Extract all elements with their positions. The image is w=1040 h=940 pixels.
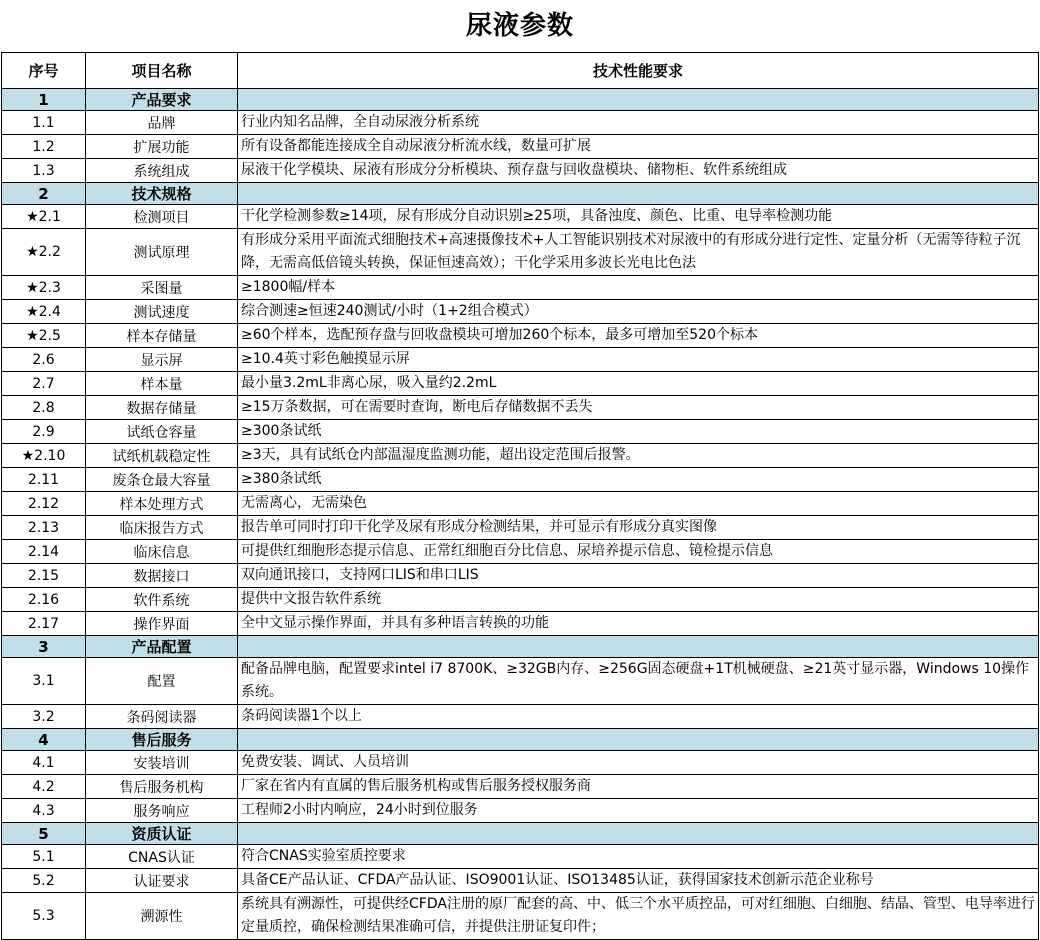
cell-name: 试纸机载稳定性 — [86, 444, 238, 468]
cell-name: 废条仓最大容量 — [86, 468, 238, 492]
cell-name: 采图量 — [86, 276, 238, 300]
cell-req: 条码阅读器1个以上 — [238, 705, 1039, 729]
table-row — [2, 564, 1039, 588]
table-row — [2, 775, 1039, 799]
cell-name: 服务响应 — [86, 799, 238, 823]
cell-num: 1.3 — [2, 159, 86, 183]
cell-name: 产品要求 — [86, 89, 238, 111]
cell-req — [238, 89, 1039, 111]
cell-num: 2.13 — [2, 516, 86, 540]
cell-name: 显示屏 — [86, 348, 238, 372]
cell-name: 样本存储量 — [86, 324, 238, 348]
cell-req: 全中文显示操作界面，并具有多种语言转换的功能 — [238, 612, 1039, 636]
table-row — [2, 111, 1039, 135]
cell-name: 认证要求 — [86, 869, 238, 893]
cell-num: 2.7 — [2, 372, 86, 396]
cell-num: 2.11 — [2, 468, 86, 492]
cell-req: ≥10.4英寸彩色触摸显示屏 — [238, 348, 1039, 372]
cell-num: ★2.5 — [2, 324, 86, 348]
cell-name: 测试速度 — [86, 300, 238, 324]
table-row — [2, 276, 1039, 300]
cell-name: 临床报告方式 — [86, 516, 238, 540]
cell-num: 3.1 — [2, 658, 86, 705]
cell-req: 可提供红细胞形态提示信息、正常红细胞百分比信息、尿培养提示信息、镜检提示信息 — [238, 540, 1039, 564]
cell-num: 4.2 — [2, 775, 86, 799]
table-row — [2, 159, 1039, 183]
cell-name: 溯源性 — [86, 893, 238, 940]
table-row — [2, 751, 1039, 775]
cell-name: 数据接口 — [86, 564, 238, 588]
cell-req: 提供中文报告软件系统 — [238, 588, 1039, 612]
cell-req: ≥60个样本，选配预存盘与回收盘模块可增加260个标本，最多可增加至520个标本 — [238, 324, 1039, 348]
section-row — [2, 823, 1039, 845]
cell-name: 资质认证 — [86, 823, 238, 845]
cell-name: 测试原理 — [86, 229, 238, 276]
table-row — [2, 869, 1039, 893]
cell-req: 免费安装、调试、人员培训 — [238, 751, 1039, 775]
table-row — [2, 845, 1039, 869]
table-header-row — [2, 53, 1039, 89]
cell-req: 配备品牌电脑，配置要求intel i7 8700K、≥32GB内存、≥256G固态硬盘+1T机械硬盘、≥21英寸显示器，Windows 10操作系统。 — [238, 658, 1039, 705]
table-row — [2, 540, 1039, 564]
table-row — [2, 348, 1039, 372]
table-row — [2, 444, 1039, 468]
cell-num: ★2.10 — [2, 444, 86, 468]
cell-name: 扩展功能 — [86, 135, 238, 159]
table-row — [2, 324, 1039, 348]
cell-req — [238, 183, 1039, 205]
cell-req — [238, 729, 1039, 751]
cell-req: 行业内知名品牌，全自动尿液分析系统 — [238, 111, 1039, 135]
cell-num: 1.2 — [2, 135, 86, 159]
cell-req: 所有设备都能连接成全自动尿液分析流水线，数量可扩展 — [238, 135, 1039, 159]
table-row — [2, 893, 1039, 940]
cell-num: 3 — [2, 636, 86, 658]
cell-name: 软件系统 — [86, 588, 238, 612]
table-body — [2, 89, 1039, 940]
cell-name: 样本量 — [86, 372, 238, 396]
section-row — [2, 89, 1039, 111]
cell-name: 试纸仓容量 — [86, 420, 238, 444]
cell-req: ≥300条试纸 — [238, 420, 1039, 444]
cell-req — [238, 636, 1039, 658]
cell-num: 1 — [2, 89, 86, 111]
table-row — [2, 516, 1039, 540]
section-row — [2, 636, 1039, 658]
cell-name: CNAS认证 — [86, 845, 238, 869]
cell-req: 有形成分采用平面流式细胞技术+高速摄像技术+人工智能识别技术对尿液中的有形成分进行定性、定量分析（无需等待粒子沉降，无需高低倍镜头转换，保证恒速高效）；干化学采用多波长光电比色法 — [238, 229, 1039, 276]
table-row — [2, 396, 1039, 420]
cell-req: 无需离心，无需染色 — [238, 492, 1039, 516]
table-row — [2, 468, 1039, 492]
table-row — [2, 658, 1039, 705]
cell-num: 2.16 — [2, 588, 86, 612]
cell-num: 2.17 — [2, 612, 86, 636]
table-row — [2, 372, 1039, 396]
cell-req: ≥15万条数据，可在需要时查询，断电后存储数据不丢失 — [238, 396, 1039, 420]
cell-name: 售后服务机构 — [86, 775, 238, 799]
header-req: 技术性能要求 — [238, 53, 1039, 89]
cell-num: ★2.2 — [2, 229, 86, 276]
cell-num: 5 — [2, 823, 86, 845]
cell-num: 5.3 — [2, 893, 86, 940]
table-row — [2, 229, 1039, 276]
cell-num: 2.12 — [2, 492, 86, 516]
cell-req — [238, 823, 1039, 845]
cell-req: ≥3天，具有试纸仓内部温湿度监测功能，超出设定范围后报警。 — [238, 444, 1039, 468]
cell-num: 2.9 — [2, 420, 86, 444]
cell-name: 配置 — [86, 658, 238, 705]
cell-num: 4 — [2, 729, 86, 751]
table-row — [2, 612, 1039, 636]
cell-name: 样本处理方式 — [86, 492, 238, 516]
table-row — [2, 135, 1039, 159]
header-name: 项目名称 — [86, 53, 238, 89]
cell-req: 系统具有溯源性，可提供经CFDA注册的原厂配套的高、中、低三个水平质控品，可对红细胞、白细胞、结晶、管型、电导率进行定量质控，确保检测结果准确可信，并提供注册证复印件； — [238, 893, 1039, 940]
cell-num: ★2.3 — [2, 276, 86, 300]
cell-num: 1.1 — [2, 111, 86, 135]
cell-name: 售后服务 — [86, 729, 238, 751]
section-row — [2, 183, 1039, 205]
cell-req: 报告单可同时打印干化学及尿有形成分检测结果，并可显示有形成分真实图像 — [238, 516, 1039, 540]
section-row — [2, 729, 1039, 751]
cell-req: ≥1800幅/样本 — [238, 276, 1039, 300]
cell-name: 安装培训 — [86, 751, 238, 775]
cell-req: 尿液干化学模块、尿液有形成分分析模块、预存盘与回收盘模块、储物柜、软件系统组成 — [238, 159, 1039, 183]
cell-req: 工程师2小时内响应，24小时到位服务 — [238, 799, 1039, 823]
cell-num: 2.14 — [2, 540, 86, 564]
cell-num: 4.1 — [2, 751, 86, 775]
cell-req: 综合测速≥恒速240测试/小时（1+2组合模式） — [238, 300, 1039, 324]
cell-name: 数据存储量 — [86, 396, 238, 420]
cell-name: 临床信息 — [86, 540, 238, 564]
cell-num: 2.15 — [2, 564, 86, 588]
table-row — [2, 492, 1039, 516]
table-row — [2, 799, 1039, 823]
table-row — [2, 300, 1039, 324]
cell-req: ≥380条试纸 — [238, 468, 1039, 492]
cell-req: 符合CNAS实验室质控要求 — [238, 845, 1039, 869]
cell-num: 5.1 — [2, 845, 86, 869]
cell-req: 厂家在省内有直属的售后服务机构或售后服务授权服务商 — [238, 775, 1039, 799]
cell-name: 条码阅读器 — [86, 705, 238, 729]
table-row — [2, 205, 1039, 229]
cell-name: 品牌 — [86, 111, 238, 135]
cell-name: 技术规格 — [86, 183, 238, 205]
cell-name: 系统组成 — [86, 159, 238, 183]
cell-req: 干化学检测参数≥14项，尿有形成分自动识别≥25项，具备浊度、颜色、比重、电导率检测功能 — [238, 205, 1039, 229]
cell-name: 操作界面 — [86, 612, 238, 636]
table-row — [2, 588, 1039, 612]
cell-num: 2.8 — [2, 396, 86, 420]
cell-name: 产品配置 — [86, 636, 238, 658]
cell-num: ★2.4 — [2, 300, 86, 324]
cell-num: 4.3 — [2, 799, 86, 823]
cell-num: 3.2 — [2, 705, 86, 729]
cell-req: 双向通讯接口，支持网口LIS和串口LIS — [238, 564, 1039, 588]
cell-num: 2.6 — [2, 348, 86, 372]
page-title: 尿液参数 — [465, 11, 574, 41]
cell-name: 检测项目 — [86, 205, 238, 229]
table-row — [2, 420, 1039, 444]
cell-req: 具备CE产品认证、CFDA产品认证、ISO9001认证、ISO13485认证，获得国家技术创新示范企业称号 — [238, 869, 1039, 893]
header-num: 序号 — [2, 53, 86, 89]
cell-num: 2 — [2, 183, 86, 205]
cell-num: 5.2 — [2, 869, 86, 893]
cell-req: 最小量3.2mL非离心尿，吸入量约2.2mL — [238, 372, 1039, 396]
spec-table — [1, 52, 1039, 940]
cell-num: ★2.1 — [2, 205, 86, 229]
table-row — [2, 705, 1039, 729]
